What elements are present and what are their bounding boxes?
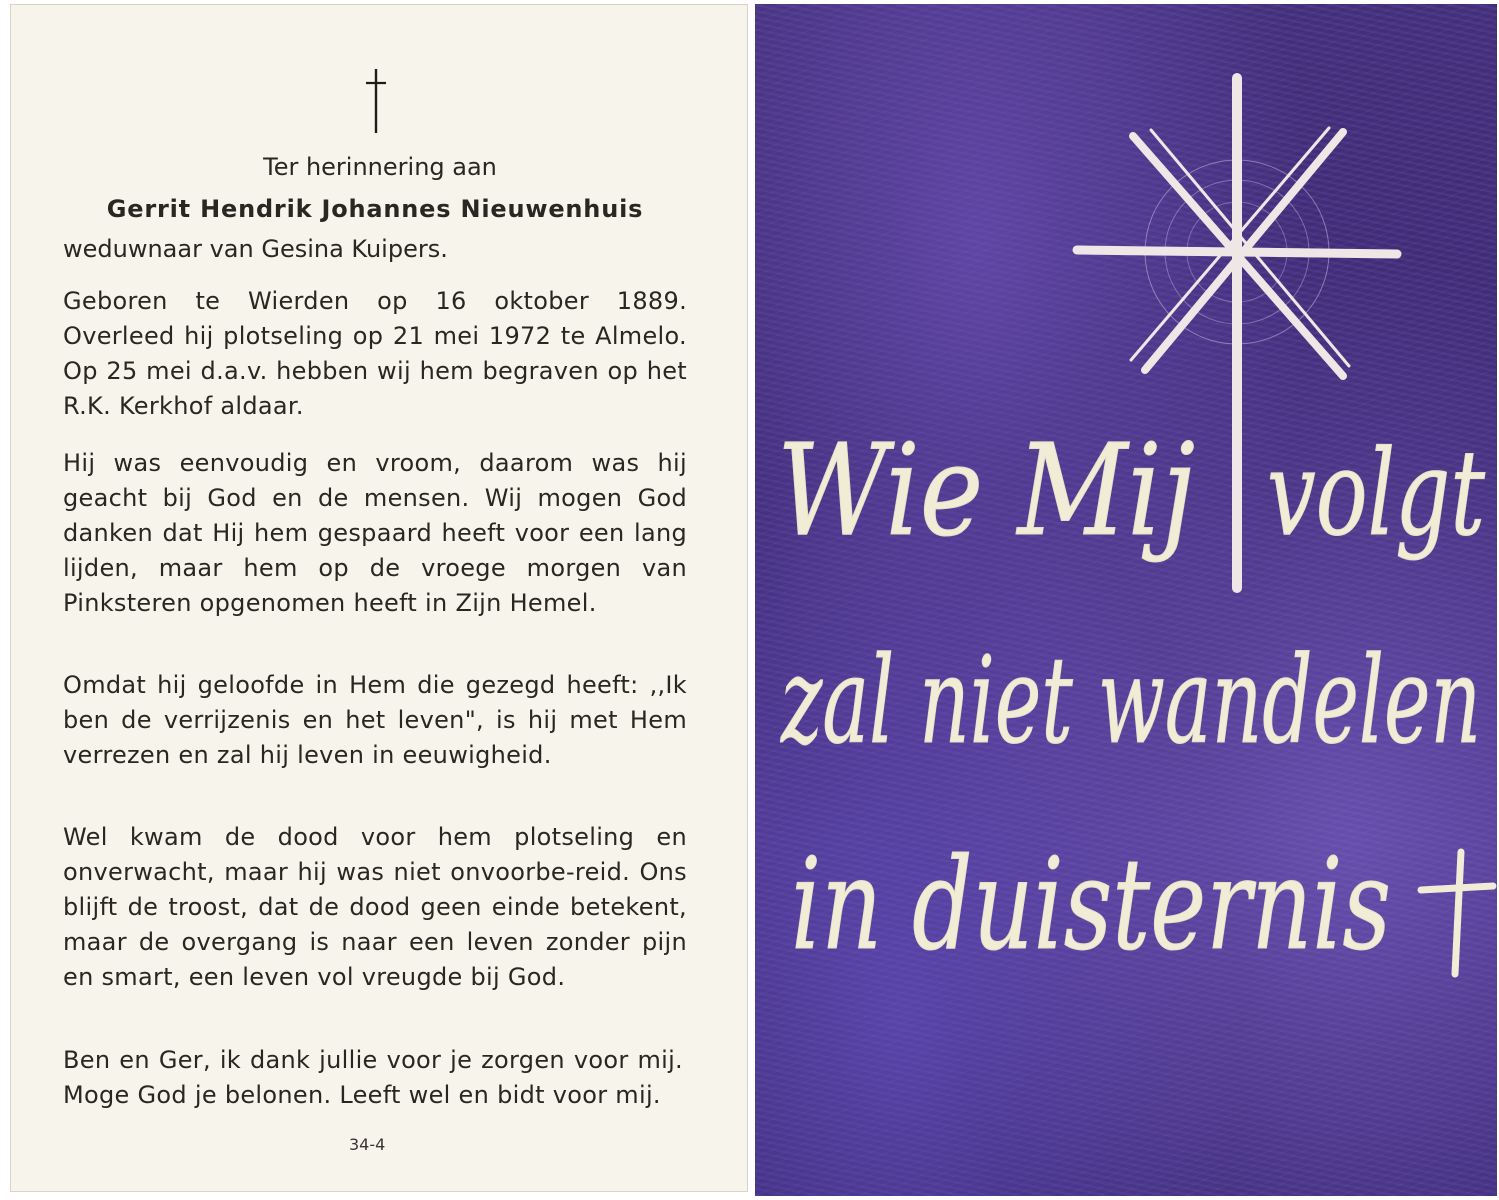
card-code: 34-4 — [349, 1135, 386, 1154]
inscription-line-4: in duisternis — [791, 831, 1391, 978]
inscription-line-3: zal niet wandelen — [779, 632, 1481, 771]
consolation-paragraph: Wel kwam de dood voor hem plotseling en onverwacht, maar hij was niet onvoorbe-reid. Ons blijft de troost, dat de dood geen einde betekent, maar de overgang is naar een leven zonder pijn en smart, een leven vol vreugde bij God. — [63, 823, 687, 991]
character-paragraph: Hij was eenvoudig en vroom, daarom was hij geacht bij God en de mensen. Wij mogen God danken dat Hij hem gespaard heeft voor een lang lijden, maar hem op de vroege morgen van Pinksteren opgenomen heeft in Zijn Hemel. — [63, 449, 687, 617]
memorial-text-card — [10, 4, 748, 1192]
birth-death-paragraph: Geboren te Wierden op 16 oktober 1889. Overleed hij plotseling op 21 mei 1972 te Almelo. Op 25 mei d.a.v. hebben wij hem begraven op het R.K. Kerkhof aldaar. — [63, 287, 687, 420]
cross-icon — [361, 67, 391, 135]
devotional-image-card — [755, 4, 1497, 1196]
farewell-paragraph: Ben en Ger, ik dank jullie voor je zorgen voor mij. Moge God je belonen. Leeft wel en bidt voor mij. — [63, 1046, 683, 1109]
inscription-line-1: Wie Mij — [777, 417, 1195, 564]
memorial-heading: Ter herinnering aan — [263, 153, 497, 181]
devotional-artwork — [755, 4, 1497, 1196]
deceased-name: Gerrit Hendrik Johannes Nieuwenhuis — [106, 195, 644, 223]
small-cross-icon — [1421, 852, 1493, 974]
inscription-line-2: volgt — [1267, 424, 1486, 562]
faith-paragraph: Omdat hij geloofde in Hem die gezegd heeft: ,,Ik ben de verrijzenis en het leven", is hij met Hem verrezen en zal hij leven in eeuwigheid. — [63, 671, 687, 769]
widower-line: weduwnaar van Gesina Kuipers. — [63, 235, 448, 263]
